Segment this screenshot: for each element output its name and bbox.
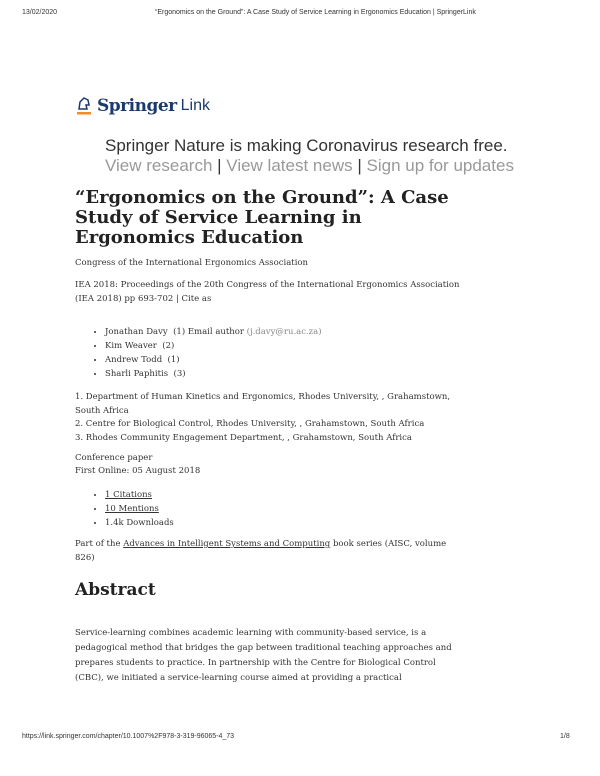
proceedings-text: IEA 2018: Proceedings of the 20th Congress of the International Ergonomics Association (IEA 2018) pp 693-702 | bbox=[75, 280, 460, 304]
author-aff: (2) bbox=[162, 341, 175, 351]
author-item bbox=[105, 339, 505, 353]
separator: | bbox=[217, 156, 222, 175]
abstract-text: Service-learning combines academic learning with community-based service, is a pedagogical method that bridges the gap between traditional teaching approaches and prepares students to practice. In partnership with the Centre for Biological Control (CBC), we initiated a service-learning course aimed at providing a practical bbox=[75, 628, 452, 683]
author-aff: (1) bbox=[173, 327, 186, 337]
separator: | bbox=[357, 156, 362, 175]
author-name[interactable]: Kim Weaver bbox=[105, 341, 157, 351]
downloads-count: • 1.4k Downloads bbox=[105, 516, 174, 530]
cite-as-link[interactable]: Cite as bbox=[181, 293, 212, 304]
metrics-list bbox=[75, 488, 174, 530]
affiliation: 1. Department of Human Kinetics and Ergonomics, Rhodes University, , Grahamstown, South Africa bbox=[75, 392, 451, 416]
authors-list bbox=[75, 325, 505, 381]
author-aff: (1) bbox=[167, 355, 180, 365]
print-date: 13/02/2020 bbox=[22, 9, 58, 16]
covid-banner bbox=[105, 136, 545, 176]
affiliations bbox=[75, 391, 455, 445]
article-type: Conference paper bbox=[75, 453, 153, 463]
first-online: First Online: 05 August 2018 bbox=[75, 466, 201, 476]
author-name[interactable]: Andrew Todd bbox=[105, 355, 163, 365]
author-aff: (3) bbox=[173, 369, 186, 379]
author-item bbox=[105, 353, 505, 367]
author-item bbox=[105, 325, 505, 339]
print-url: https://link.springer.com/chapter/10.1007%2F978-3-319-96065-4_73 bbox=[22, 733, 235, 740]
affiliation: 2. Centre for Biological Control, Rhodes University, , Grahamstown, South Africa bbox=[75, 419, 425, 429]
sign-up-link[interactable]: Sign up for updates bbox=[366, 156, 514, 175]
affiliation: 3. Rhodes Community Engagement Department, , Grahamstown, South Africa bbox=[75, 432, 412, 443]
knight-icon bbox=[75, 96, 93, 116]
author-name[interactable]: Jonathan Davy bbox=[105, 327, 168, 337]
logo-brand: Springer bbox=[97, 96, 177, 116]
series-suffix: book series (AISC, volume 826) bbox=[75, 539, 447, 563]
abstract-heading: Abstract bbox=[75, 580, 156, 600]
author-item bbox=[105, 367, 505, 381]
logo-product: Link bbox=[180, 97, 210, 114]
article-title: “Ergonomics on the Ground”: A Case Study of Service Learning in Ergonomics Education bbox=[75, 187, 449, 248]
series-info bbox=[75, 538, 450, 565]
view-news-link[interactable]: View latest news bbox=[226, 156, 353, 175]
springerlink-logo[interactable] bbox=[75, 96, 210, 116]
view-research-link[interactable]: View research bbox=[105, 156, 213, 175]
page-number: 1/8 bbox=[560, 733, 570, 740]
citations-link[interactable]: 1 Citations bbox=[105, 490, 152, 500]
author-name[interactable]: Sharli Paphitis bbox=[105, 369, 169, 379]
series-link[interactable]: Advances in Intelligent Systems and Computing bbox=[123, 539, 331, 549]
mentions-link[interactable]: 10 Mentions bbox=[105, 504, 159, 514]
proceedings bbox=[75, 279, 475, 306]
series-prefix: Part of the bbox=[75, 539, 121, 549]
author-email[interactable]: (j.davy@ru.ac.za) bbox=[246, 327, 322, 337]
banner-text: Springer Nature is making Coronavirus research free. bbox=[105, 136, 508, 155]
email-author-link[interactable]: Email author bbox=[187, 327, 244, 337]
print-title: “Ergonomics on the Ground”: A Case Study of Service Learning in Ergonomics Education | SpringerLink bbox=[155, 9, 476, 16]
conference-name: Congress of the International Ergonomics Association bbox=[75, 258, 309, 268]
